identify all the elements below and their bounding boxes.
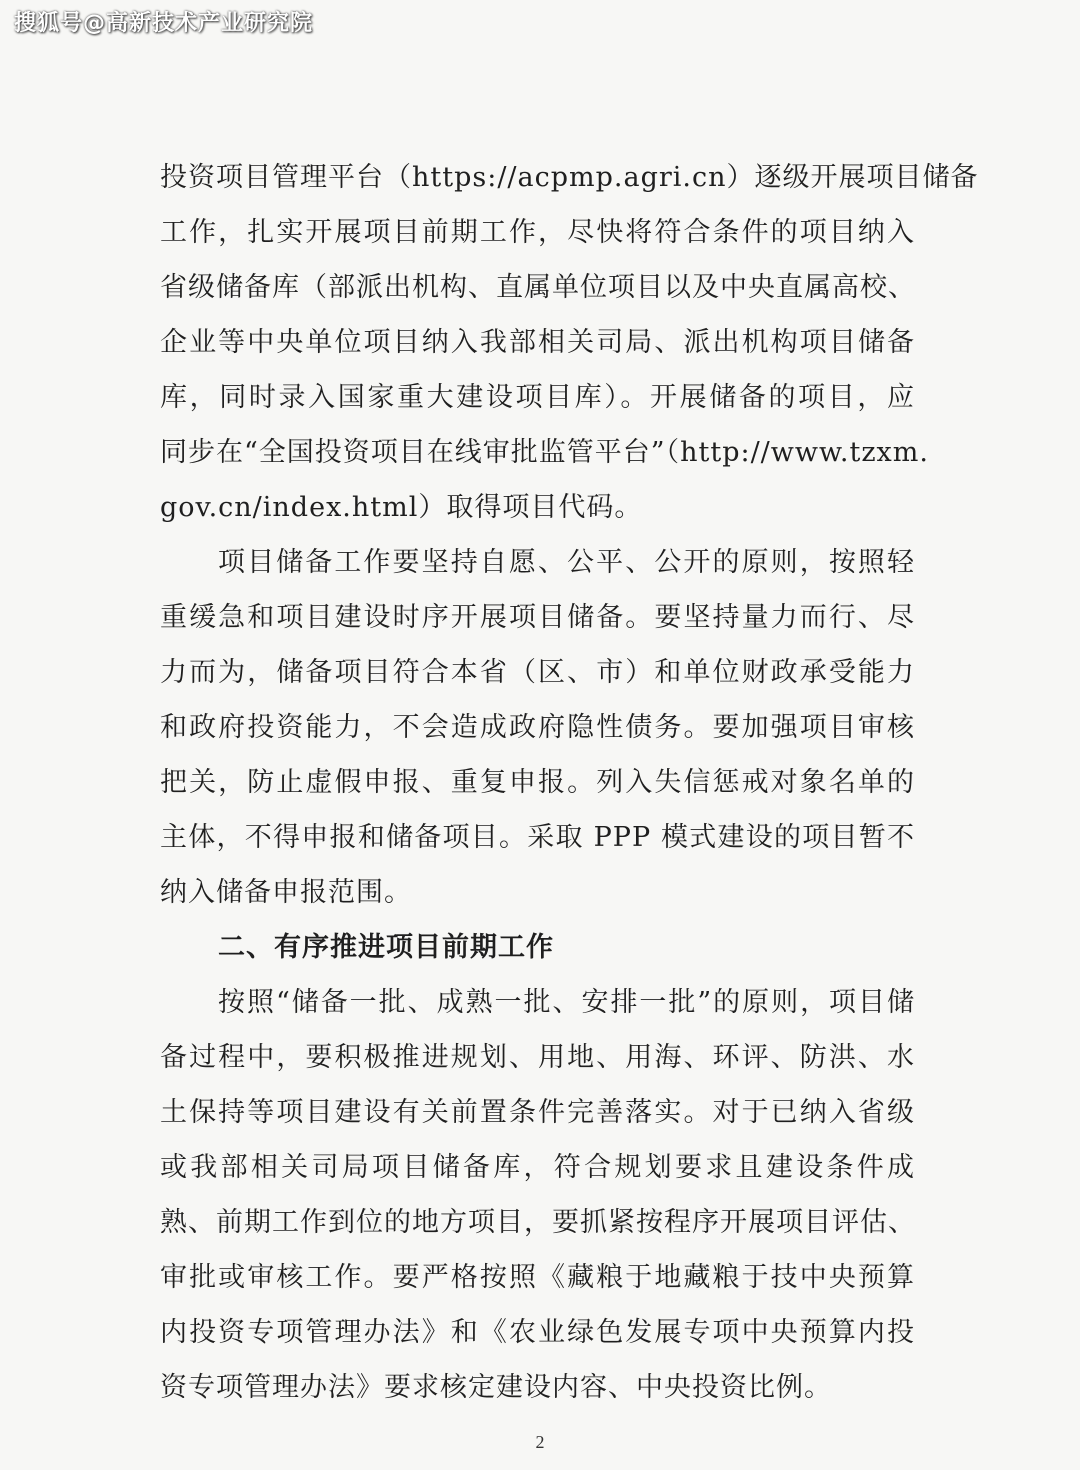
- page-number: 2: [535, 1432, 545, 1452]
- text-line: 库，同时录入国家重大建设项目库）。开展储备的项目，应: [160, 382, 915, 413]
- document-page: [160, 150, 979, 1415]
- text-line: 和政府投资能力，不会造成政府隐性债务。要加强项目审核: [160, 712, 915, 743]
- text-line: 土保持等项目建设有关前置条件完善落实。对于已纳入省级: [160, 1097, 915, 1128]
- text-line: gov.cn/index.html）取得项目代码。: [160, 492, 643, 523]
- text-line: 或我部相关司局项目储备库，符合规划要求且建设条件成: [160, 1152, 915, 1183]
- text-line: 熟、前期工作到位的地方项目，要抓紧按程序开展项目评估、: [160, 1207, 916, 1238]
- text-line: 省级储备库（部派出机构、直属单位项目以及中央直属高校、: [160, 272, 916, 303]
- text-line: 主体，不得申报和储备项目。采取 PPP 模式建设的项目暂不: [160, 822, 915, 853]
- text-line: 投资项目管理平台（https://acpmp.agri.cn）逐级开展项目储备: [160, 162, 979, 193]
- paragraph-2: [160, 535, 915, 920]
- text-line: 审批或审核工作。要严格按照《藏粮于地藏粮于技中央预算: [160, 1262, 915, 1293]
- text-line: 把关，防止虚假申报、重复申报。列入失信惩戒对象名单的: [160, 767, 915, 798]
- text-line: 重缓急和项目建设时序开展项目储备。要坚持量力而行、尽: [160, 602, 915, 633]
- text-line: 备过程中，要积极推进规划、用地、用海、环评、防洪、水: [160, 1042, 915, 1073]
- text-line: 按照“储备一批、成熟一批、安排一批”的原则，项目储: [218, 987, 915, 1018]
- text-line: 工作，扎实开展项目前期工作，尽快将符合条件的项目纳入: [160, 217, 915, 248]
- text-line: 资专项管理办法》要求核定建设内容、中央投资比例。: [160, 1372, 832, 1403]
- section-heading: 二、有序推进项目前期工作: [218, 932, 554, 963]
- text-line: 力而为，储备项目符合本省（区、市）和单位财政承受能力: [160, 657, 915, 688]
- text-line: 同步在“全国投资项目在线审批监管平台”（http://www.tzxm.: [160, 437, 929, 468]
- text-line: 内投资专项管理办法》和《农业绿色发展专项中央预算内投: [160, 1317, 915, 1348]
- paragraph-1: [160, 150, 979, 535]
- text-line: 项目储备工作要坚持自愿、公平、公开的原则，按照轻: [218, 547, 915, 578]
- text-line: 企业等中央单位项目纳入我部相关司局、派出机构项目储备: [160, 327, 915, 358]
- watermark-text: 搜狐号@高新技术产业研究院: [14, 11, 314, 36]
- text-line: 纳入储备申报范围。: [160, 877, 412, 908]
- paragraph-3: [160, 975, 915, 1415]
